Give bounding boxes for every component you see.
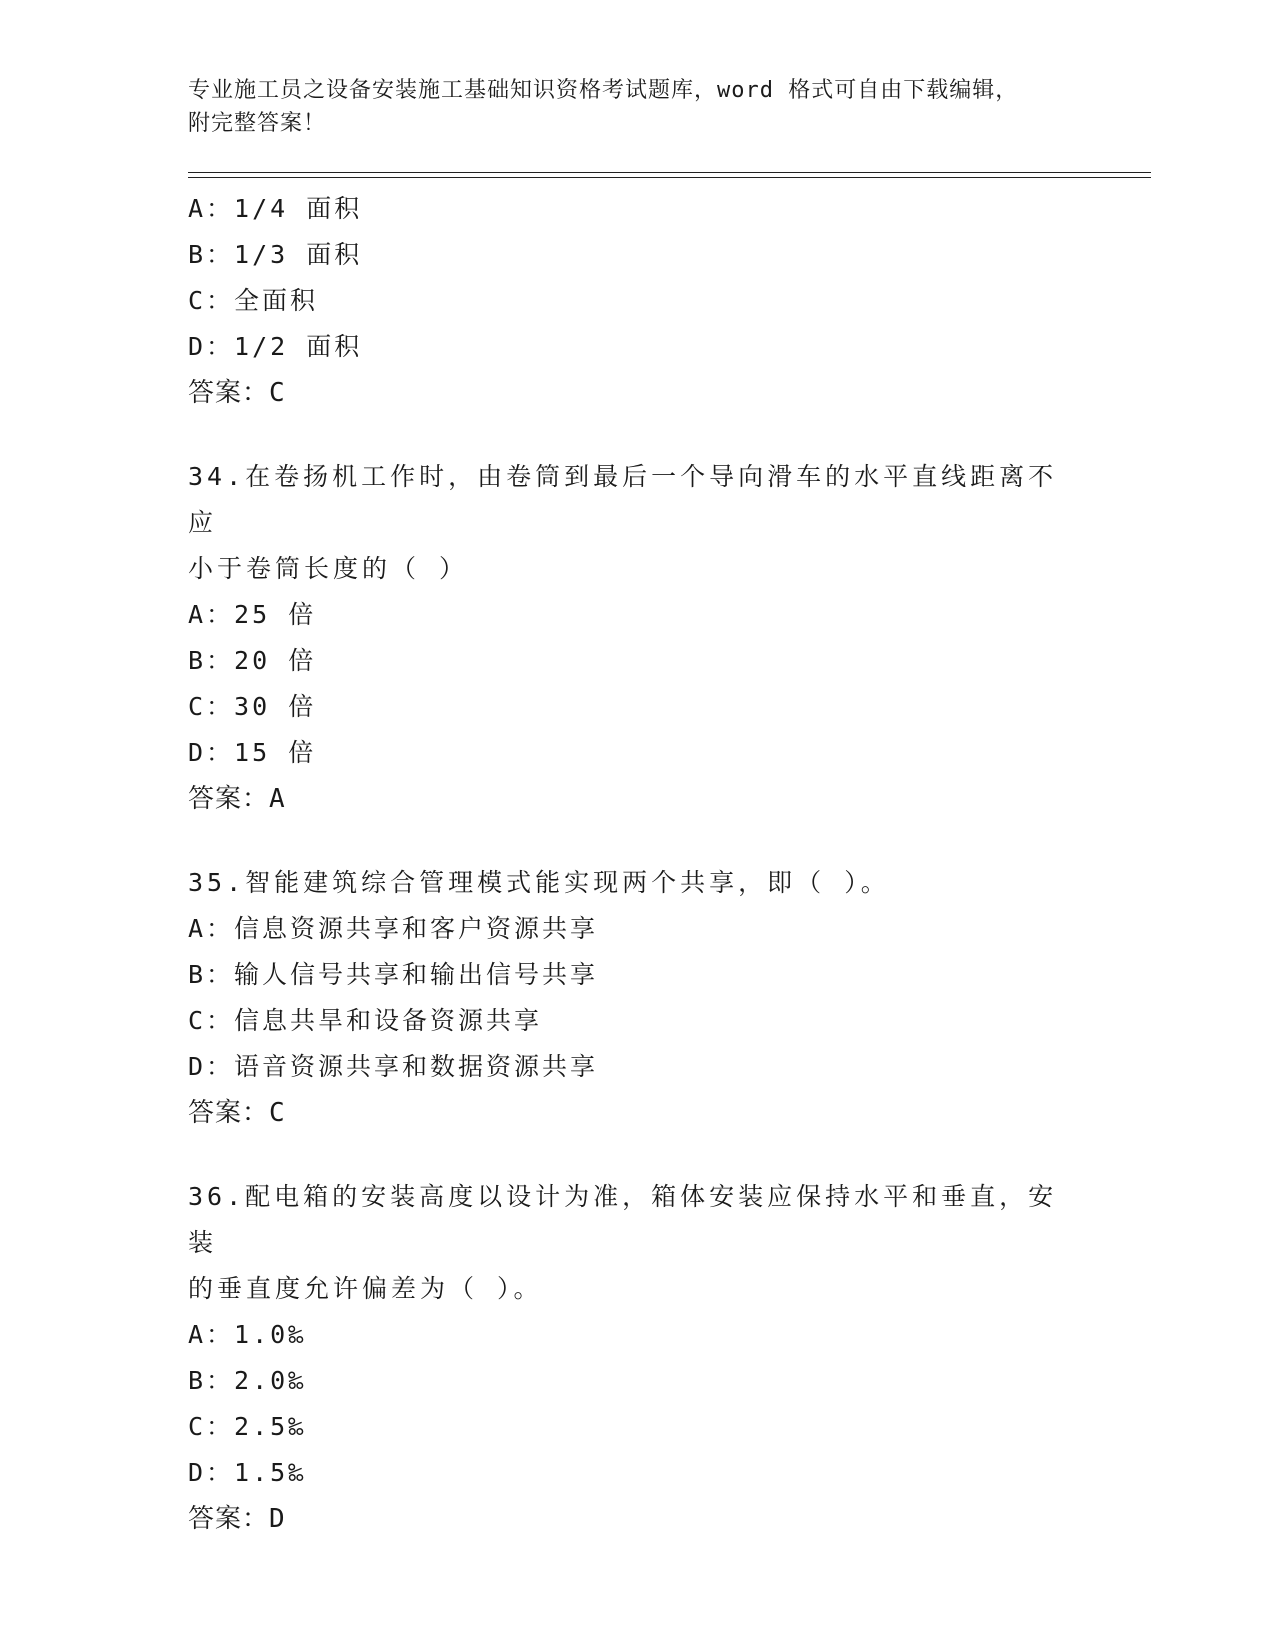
option-a: A：信息资源共享和客户资源共享: [188, 914, 599, 943]
option-a: A：1/4 面积: [188, 194, 363, 223]
question-text-line-2: 的垂直度允许偏差为（ ）。: [188, 1274, 543, 1303]
answer-line: 答案：A: [188, 784, 286, 814]
option-b: B：20 倍: [188, 646, 317, 675]
answer-line: 答案：C: [188, 378, 286, 408]
question-36: [188, 1174, 1088, 1542]
option-b: B：输人信号共享和输出信号共享: [188, 960, 599, 989]
question-34: [188, 454, 1088, 822]
option-c: C：全面积: [188, 286, 319, 315]
option-d: D：1/2 面积: [188, 332, 363, 361]
option-b: B：2.0‰: [188, 1366, 307, 1395]
option-d: D：语音资源共享和数据资源共享: [188, 1052, 599, 1081]
document-header: [188, 74, 1068, 140]
question-text-line-1: 36.配电箱的安装高度以设计为准，箱体安装应保持水平和垂直，安装: [188, 1182, 1058, 1257]
question-text-line-1: 35.智能建筑综合管理模式能实现两个共享，即（ ）。: [188, 868, 890, 897]
question-text-line-1: 34.在卷扬机工作时，由卷筒到最后一个导向滑车的水平直线距离不应: [188, 462, 1058, 537]
option-c: C：信息共旱和设备资源共享: [188, 1006, 543, 1035]
header-rule-bottom: [188, 177, 1151, 178]
answer-line: 答案：C: [188, 1098, 286, 1128]
option-a: A：1.0‰: [188, 1320, 307, 1349]
option-d: D：1.5‰: [188, 1458, 307, 1487]
question-text-line-2: 小于卷筒长度的（ ）: [188, 554, 469, 583]
header-line-2: 附完整答案！: [188, 111, 327, 136]
answer-line: 答案：D: [188, 1504, 286, 1534]
option-a: A：25 倍: [188, 600, 317, 629]
question-33-tail: [188, 186, 1088, 416]
question-35: [188, 860, 1088, 1136]
option-d: D：15 倍: [188, 738, 317, 767]
header-line-1: 专业施工员之设备安装施工基础知识资格考试题库，word 格式可自由下载编辑，: [188, 78, 1019, 103]
option-c: C：30 倍: [188, 692, 317, 721]
option-c: C：2.5‰: [188, 1412, 307, 1441]
header-rule-top: [188, 172, 1151, 173]
option-b: B：1/3 面积: [188, 240, 363, 269]
question-list: [188, 186, 1088, 1542]
